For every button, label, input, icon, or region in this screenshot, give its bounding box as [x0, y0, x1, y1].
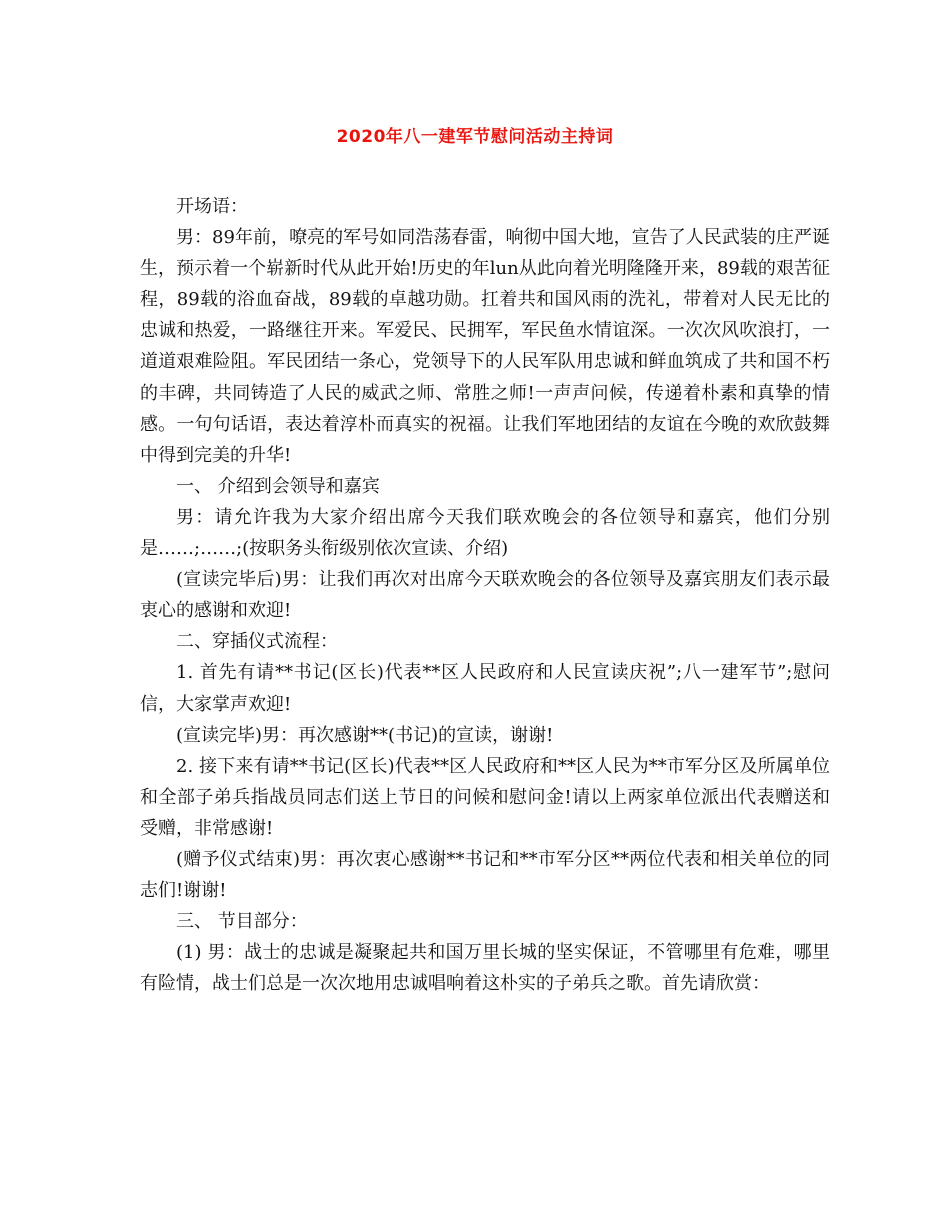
document-title: 2020年八一建军节慰问活动主持词 [336, 127, 614, 147]
paragraph-introduce-guests: 男：请允许我为大家介绍出席今天我们联欢晚会的各位领导和嘉宾，他们分别是……;……;(按职务头衔级别依次宣读、介绍) [140, 506, 830, 560]
paragraph-opening-speech: 男：89年前，嘹亮的军号如同浩荡春雷，响彻中国大地，宣告了人民武装的庄严诞生，预示着一个崭新时代从此开始!历史的年lun从此向着光明隆隆开来，89载的艰苦征程，89载的浴血奋战，89载的卓越功勋。扛着共和国风雨的洗礼，带着对人民无比的忠诚和热爱，一路继往开来。军爱民、民拥军，军民鱼水情谊深。一次次风吹浪打，一道道艰难险阻。军民团结一条心，党领导下的人民军队用忠诚和鲜血筑成了共和国不朽的丰碑，共同铸造了人民的威武之师、常胜之师!一声声问候，传递着朴素和真挚的情感。一句句话语，表达着淳朴而真实的祝福。让我们军地团结的友谊在今晚的欢欣鼓舞中得到完美的升华! [140, 227, 830, 466]
paragraph-ceremony-thanks-1: (宣读完毕)男：再次感谢**(书记)的宣读，谢谢! [176, 724, 554, 746]
document-body [140, 191, 830, 999]
paragraph-opening-label: 开场语： [176, 196, 248, 217]
paragraph-thanks-guests: (宣读完毕后)男：让我们再次对出席今天联欢晚会的各位领导及嘉宾朋友们表示最衷心的感谢和欢迎! [140, 569, 830, 622]
paragraph-ceremony-item-1: 1. 首先有请**书记(区长)代表**区人民政府和人民宣读庆祝”;八一建军节”;慰问信，大家掌声欢迎! [140, 662, 830, 715]
section-heading-introduce-guests: 一、 介绍到会领导和嘉宾 [176, 475, 380, 497]
paragraph-ceremony-item-2: 2. 接下来有请**书记(区长)代表**区人民政府和**区人民为**市军分区及所属单位和全部子弟兵指战员同志们送上节日的问候和慰问金!请以上两家单位派出代表赠送和受赠，非常感谢! [140, 755, 830, 839]
section-heading-ceremony: 二、穿插仪式流程： [176, 631, 338, 653]
section-heading-program: 三、 节目部分： [176, 911, 308, 933]
paragraph-program-item-1: (1) 男：战士的忠诚是凝聚起共和国万里长城的坚实保证，不管哪里有危难，哪里有险情，战士们总是一次次地用忠诚唱响着这朴实的子弟兵之歌。首先请欣赏： [140, 942, 830, 995]
paragraph-ceremony-thanks-2: (赠予仪式结束)男：再次衷心感谢**书记和**市军分区**两位代表和相关单位的同志们!谢谢! [140, 848, 830, 902]
